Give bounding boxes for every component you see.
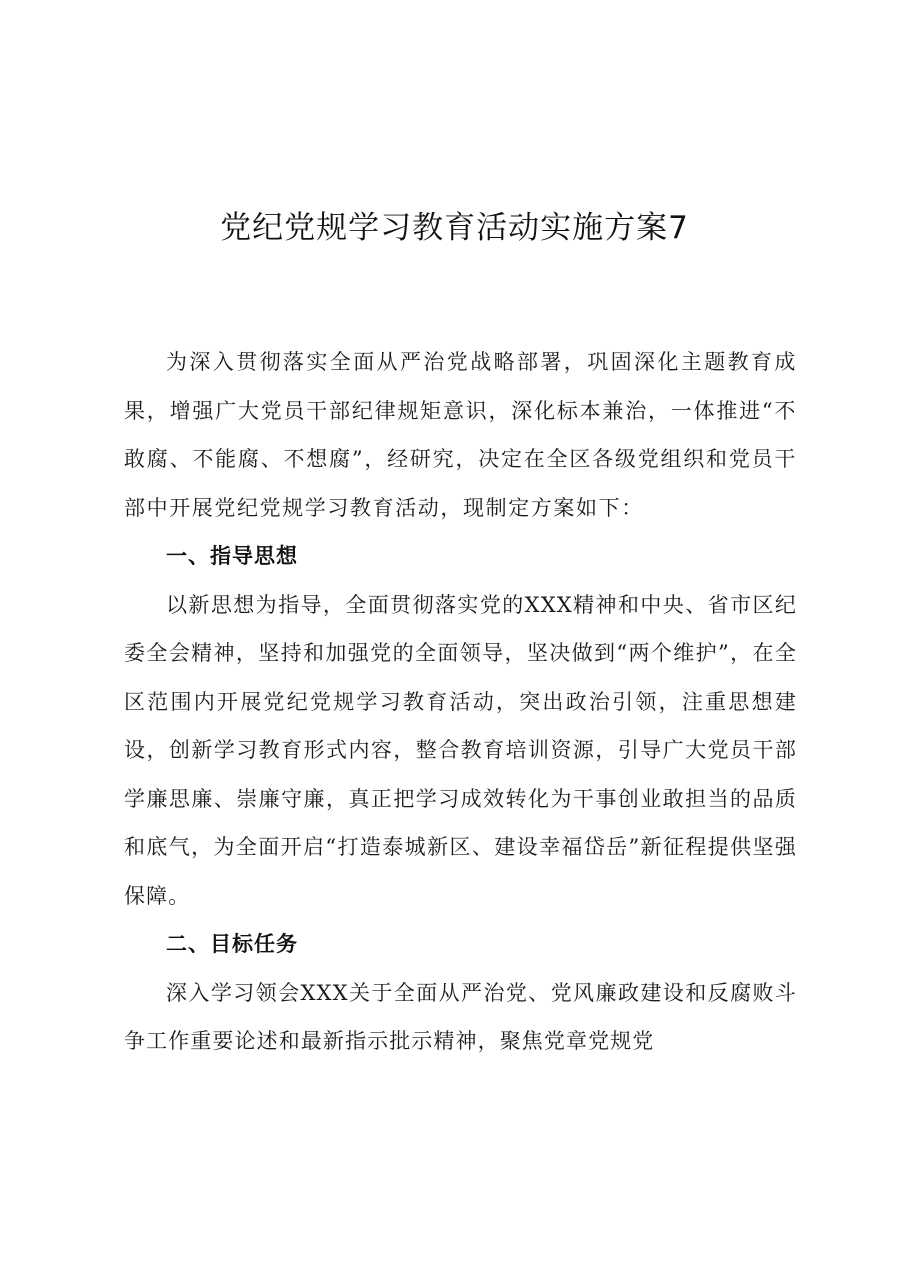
section-paragraph-goals-tasks: 深入学习领会XXX关于全面从严治党、党风廉政建设和反腐败斗争工作重要论述和最新指示批示精神，聚焦党章党规党: [124, 980, 797, 1053]
document-title: 党纪党规学习教育活动实施方案7: [220, 210, 689, 246]
document-body: [124, 338, 797, 1066]
intro-paragraph: 为深入贯彻落实全面从严治党战略部署，巩固深化主题教育成果，增强广大党员干部纪律规矩意识，深化标本兼治，一体推进“不敢腐、不能腐、不想腐”，经研究，决定在全区各级党组织和党员干部中开展党纪党规学习教育活动，现制定方案如下：: [124, 350, 797, 520]
section-heading-goals-tasks: 二、目标任务: [166, 932, 298, 956]
section-heading-guiding-ideology: 一、指导思想: [166, 544, 298, 568]
section-paragraph-guiding-ideology: 以新思想为指导，全面贯彻落实党的XXX精神和中央、省市区纪委全会精神，坚持和加强党的全面领导，坚决做到“两个维护”，在全区范围内开展党纪党规学习教育活动，突出政治引领，注重思想建设，创新学习教育形式内容，整合教育培训资源，引导广大党员干部学廉思廉、崇廉守廉，真正把学习成效转化为干事创业敢担当的品质和底气，为全面开启“打造泰城新区、建设幸福岱岳”新征程提供坚强保障。: [124, 592, 797, 908]
